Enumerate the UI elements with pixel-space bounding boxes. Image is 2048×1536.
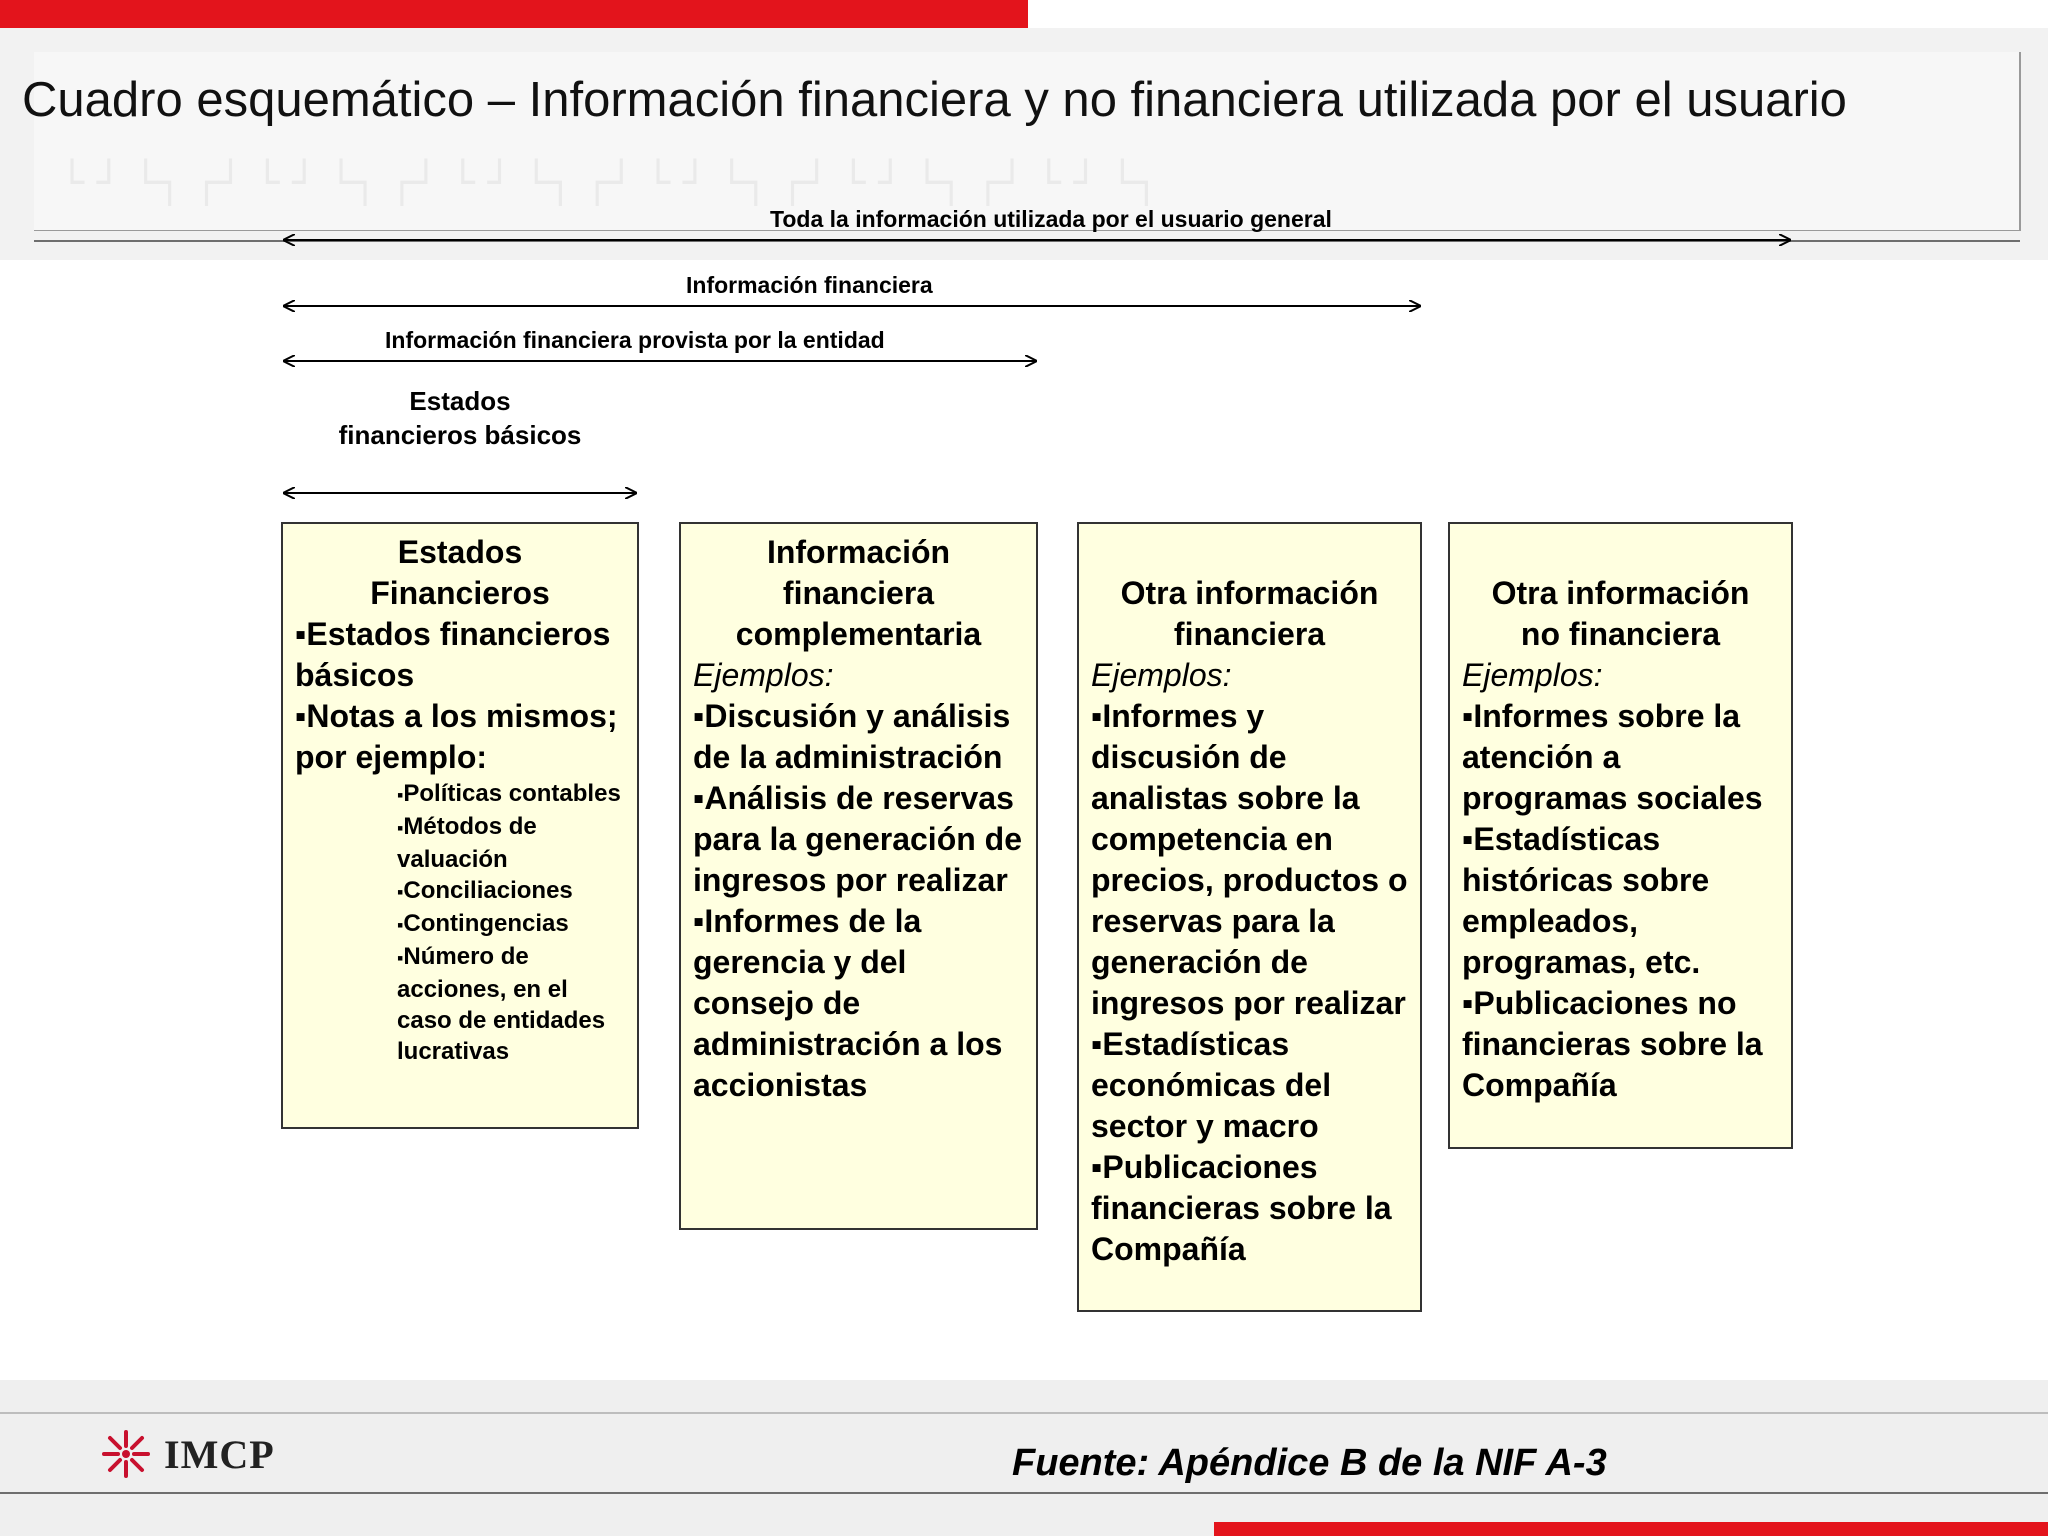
page-title: Cuadro esquemático – Información financiera y no financiera utilizada por el usuario: [22, 73, 1847, 127]
box-item: ▪ Informes sobre la atención a programas sociales: [1462, 696, 1779, 819]
box-subitem: ▪ Número de acciones, en el caso de entidades lucrativas: [295, 941, 625, 1067]
footer-divider-bottom: [0, 1492, 2048, 1494]
box-subtitle: Ejemplos:: [693, 657, 834, 693]
box-item: ▪ Informes y discusión de analistas sobre la competencia en precios, productos o reservas para la generación de ingresos por realizar: [1091, 696, 1408, 1024]
box-title: Otra información financiera: [1120, 575, 1379, 652]
box-item: ▪ Estadísticas económicas del sector y macro: [1091, 1024, 1408, 1147]
box-item: ▪ Notas a los mismos; por ejemplo:: [295, 696, 625, 778]
box-otra-informacion-no-financiera: [1448, 522, 1793, 1149]
imcp-logo-text: IMCP: [164, 1431, 275, 1477]
span-label-financiera: Información financiera: [686, 272, 933, 298]
box-subtitle: Ejemplos:: [1462, 657, 1603, 693]
box-otra-informacion-financiera: [1077, 522, 1422, 1312]
box-title: Estados Financieros: [370, 534, 550, 611]
box-title: Información financiera complementaria: [735, 534, 982, 652]
box-informacion-complementaria: [679, 522, 1038, 1230]
source-caption: Fuente: Apéndice B de la NIF A-3: [1012, 1442, 1607, 1484]
span-label-provista: Información financiera provista por la entidad: [385, 327, 885, 353]
box-item: ▪ Publicaciones financieras sobre la Compañía: [1091, 1147, 1408, 1270]
box-subtitle: Ejemplos:: [1091, 657, 1232, 693]
footer-divider-top: [0, 1412, 2048, 1414]
watermark-glyph: └ ┘ └┐ ┌┘ └ ┘ └┐ ┌┘ └ ┘ └┐ ┌┘ └ ┘ └┐ ┌┘ └ ┘ └┐ ┌┘ └ ┘ └┐: [60, 160, 1159, 206]
box-title: Otra información no financiera: [1491, 575, 1750, 652]
box-item: ▪ Discusión y análisis de la administración: [693, 696, 1024, 778]
box-item: ▪ Análisis de reservas para la generación de ingresos por realizar: [693, 778, 1024, 901]
imcp-logo-icon: [100, 1428, 152, 1480]
header-divider: [34, 240, 2020, 242]
span-label-toda: Toda la información utilizada por el usuario general: [770, 206, 1332, 232]
box-subitem: ▪ Métodos de valuación: [295, 811, 625, 875]
box-subitem: ▪ Contingencias: [295, 908, 625, 941]
footer-accent-bar: [1214, 1522, 2048, 1536]
imcp-logo: [100, 1424, 275, 1484]
top-accent-bar: [0, 0, 1028, 28]
span-label-estados: Estados financieros básicos: [338, 386, 582, 450]
box-item: ▪ Estadísticas históricas sobre empleados, programas, etc.: [1462, 819, 1779, 983]
box-subitem: ▪ Políticas contables: [295, 778, 625, 811]
box-estados-financieros: [281, 522, 639, 1129]
box-item: ▪ Estados financieros básicos: [295, 614, 625, 696]
box-subitem: ▪ Conciliaciones: [295, 875, 625, 908]
box-item: ▪ Informes de la gerencia y del consejo de administración a los accionistas: [693, 901, 1024, 1106]
box-item: ▪ Publicaciones no financieras sobre la Compañía: [1462, 983, 1779, 1106]
